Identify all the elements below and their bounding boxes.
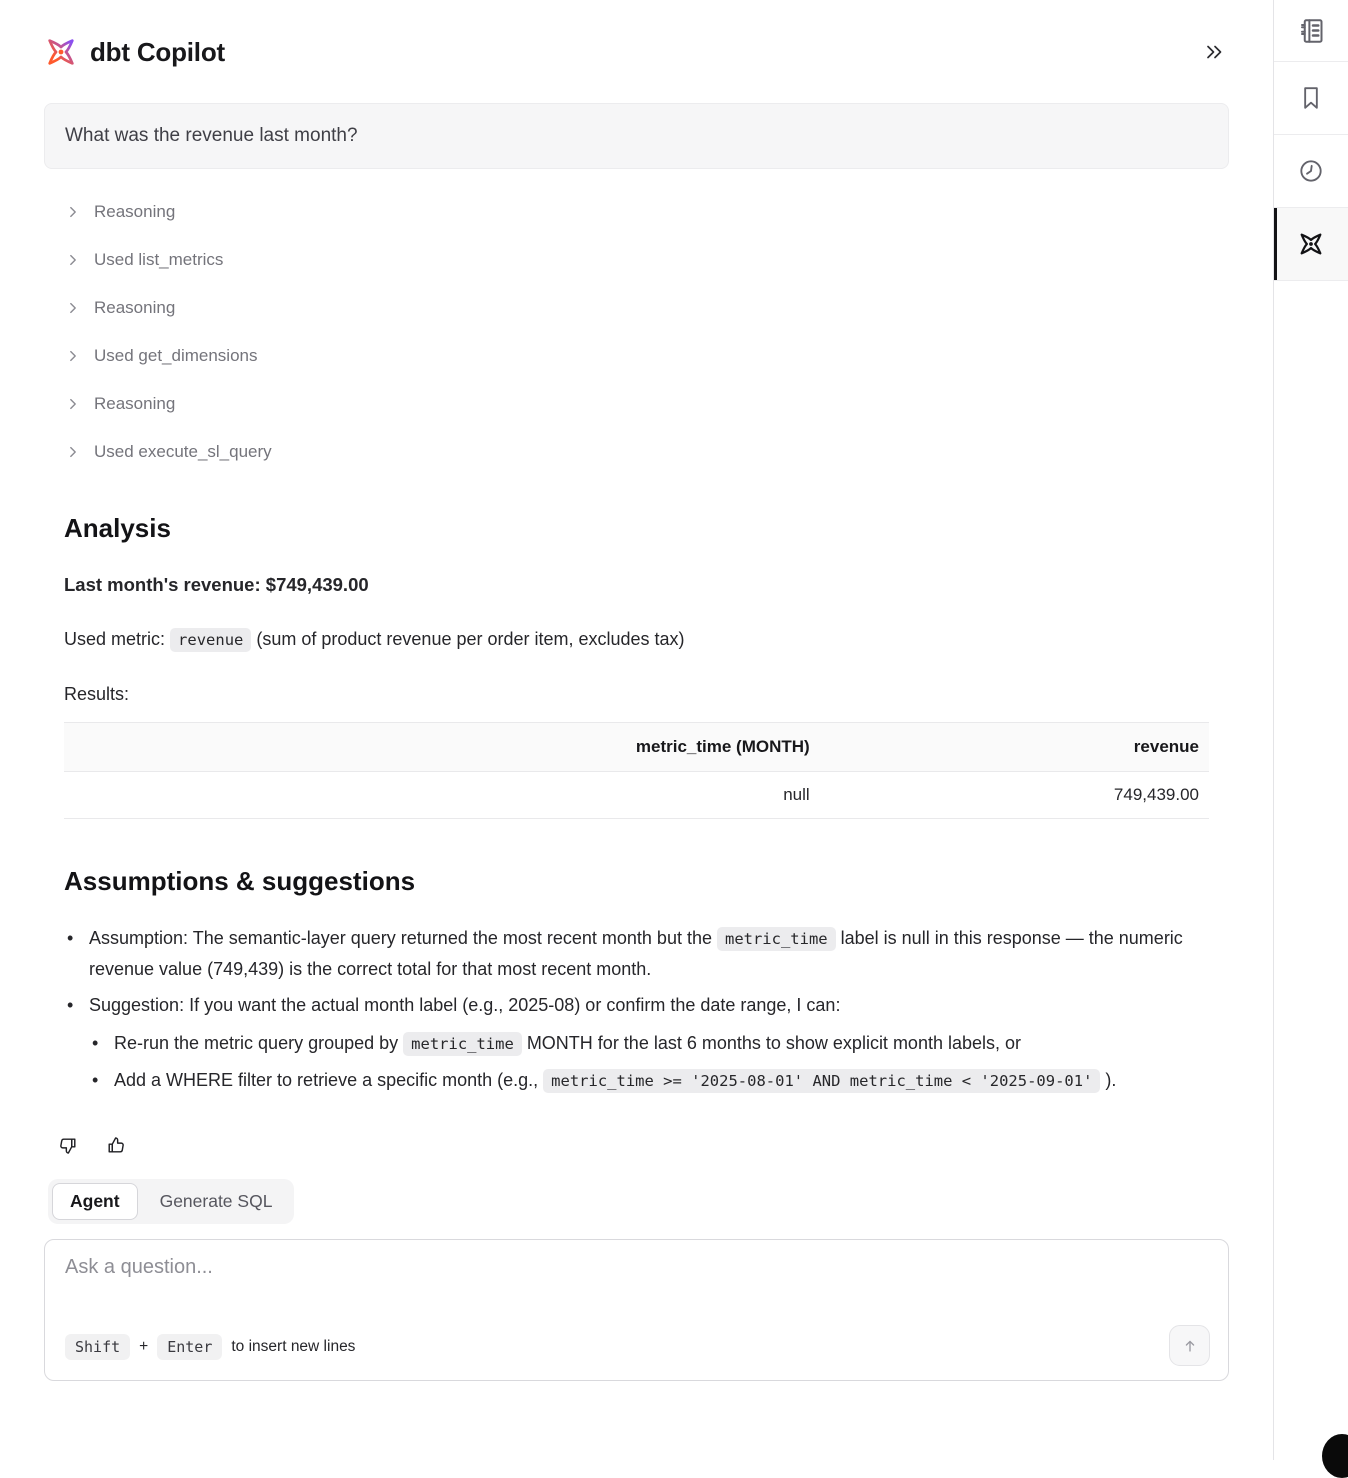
panel-header — [0, 0, 1273, 70]
analysis-section — [64, 512, 1209, 819]
step-reasoning-3[interactable] — [64, 380, 177, 428]
plus-sign: + — [139, 1338, 149, 1355]
mode-agent-button[interactable]: Agent — [52, 1183, 138, 1220]
used-metric-prefix: Used metric: — [64, 629, 166, 649]
where-filter-chip: metric_time >= '2025-08-01' AND metric_time < '2025-09-01' — [543, 1069, 1100, 1093]
assumption-item — [64, 923, 1209, 984]
arrow-up-icon — [1180, 1336, 1200, 1356]
sidebar-tab-copilot[interactable] — [1274, 208, 1348, 281]
step-label: Reasoning — [94, 202, 176, 221]
step-used-list-metrics[interactable] — [64, 236, 225, 284]
step-label: Reasoning — [94, 298, 176, 317]
suggestion-option-1 — [89, 1028, 1209, 1059]
thumbs-down-button[interactable] — [56, 1134, 79, 1157]
feedback-buttons — [44, 1134, 1229, 1157]
chevron-right-icon — [66, 301, 80, 315]
step-label: Reasoning — [94, 394, 176, 413]
notebook-icon — [1296, 16, 1326, 46]
metric-time-chip: metric_time — [403, 1032, 522, 1056]
dbt-copilot-logo-icon — [44, 35, 78, 69]
double-chevron-right-icon — [1203, 43, 1225, 61]
assumptions-heading: Assumptions & suggestions — [64, 866, 416, 896]
hint-text: to insert new lines — [231, 1338, 356, 1355]
suggestion-option-2 — [89, 1065, 1209, 1096]
results-label: Results: — [64, 684, 130, 704]
agent-steps — [64, 188, 1209, 476]
thumbs-down-icon — [56, 1134, 79, 1157]
assumptions-section — [64, 865, 1209, 1096]
analysis-heading: Analysis — [64, 513, 171, 543]
suggestion-item — [64, 990, 1209, 1096]
metric-chip: revenue — [170, 628, 251, 652]
sidebar-tab-notebook[interactable] — [1274, 0, 1348, 62]
newline-hint — [65, 1334, 355, 1366]
history-clock-icon — [1297, 157, 1325, 185]
collapse-panel-button[interactable] — [1199, 39, 1229, 65]
option2-pre: Add a WHERE filter to retrieve a specific month (e.g., — [114, 1070, 539, 1090]
chevron-right-icon — [66, 253, 80, 267]
step-label: Used list_metrics — [94, 250, 224, 269]
metric-time-chip: metric_time — [717, 927, 836, 951]
revenue-summary: Last month's revenue: $749,439.00 — [64, 574, 369, 595]
step-reasoning-2[interactable] — [64, 284, 177, 332]
enter-key-badge: Enter — [157, 1334, 222, 1360]
option1-post: MONTH for the last 6 months to show explicit month labels, or — [526, 1033, 1022, 1053]
option1-pre: Re-run the metric query grouped by — [114, 1033, 399, 1053]
cell-revenue: 749,439.00 — [820, 772, 1209, 819]
send-button[interactable] — [1169, 1325, 1210, 1366]
step-used-execute-sl-query[interactable] — [64, 428, 274, 476]
suggestion-options — [89, 1028, 1209, 1096]
chevron-right-icon — [66, 205, 80, 219]
bookmark-icon — [1297, 84, 1325, 112]
chevron-right-icon — [66, 445, 80, 459]
option2-post: ). — [1105, 1070, 1117, 1090]
thumbs-up-button[interactable] — [105, 1134, 128, 1157]
chevron-right-icon — [66, 397, 80, 411]
step-used-get-dimensions[interactable] — [64, 332, 259, 380]
assumptions-list — [64, 923, 1209, 1096]
question-input[interactable] — [65, 1256, 1210, 1325]
column-header-revenue: revenue — [820, 723, 1209, 772]
shift-key-badge: Shift — [65, 1334, 130, 1360]
results-table-header-row — [64, 723, 1209, 772]
sidebar-tab-bookmarks[interactable] — [1274, 62, 1348, 135]
step-label: Used get_dimensions — [94, 346, 258, 365]
user-message-bubble — [44, 103, 1229, 169]
mouse-cursor — [1322, 1434, 1348, 1478]
cell-metric-time: null — [64, 772, 820, 819]
column-header-metric-time: metric_time (MONTH) — [64, 723, 820, 772]
mode-generate-sql-button[interactable]: Generate SQL — [142, 1183, 291, 1220]
assumption-post: label is null in this response — the numeric revenue value (749,439) is the correct total for that most recent month. — [89, 928, 1183, 979]
chevron-right-icon — [66, 349, 80, 363]
user-message-text: What was the revenue last month? — [65, 125, 358, 146]
sidebar-tab-history[interactable] — [1274, 135, 1348, 208]
used-metric-suffix: (sum of product revenue per order item, excludes tax) — [256, 629, 685, 649]
thumbs-up-icon — [105, 1134, 128, 1157]
assumption-pre: Assumption: The semantic-layer query returned the most recent month but the — [89, 928, 712, 948]
right-icon-rail — [1274, 0, 1348, 1460]
mode-toggle — [48, 1179, 294, 1224]
step-reasoning-1[interactable] — [64, 188, 177, 236]
results-table — [64, 722, 1209, 819]
panel-title: dbt Copilot — [90, 36, 225, 67]
composer-bottom-row — [65, 1325, 1210, 1366]
sidebar-filler — [1274, 281, 1348, 1460]
suggestion-intro: Suggestion: If you want the actual month label (e.g., 2025-08) or confirm the date range, I can: — [89, 995, 841, 1015]
table-row — [64, 772, 1209, 819]
question-composer — [44, 1239, 1229, 1381]
dbt-copilot-icon — [1297, 230, 1325, 258]
step-label: Used execute_sl_query — [94, 442, 272, 461]
used-metric-line — [64, 624, 1209, 655]
